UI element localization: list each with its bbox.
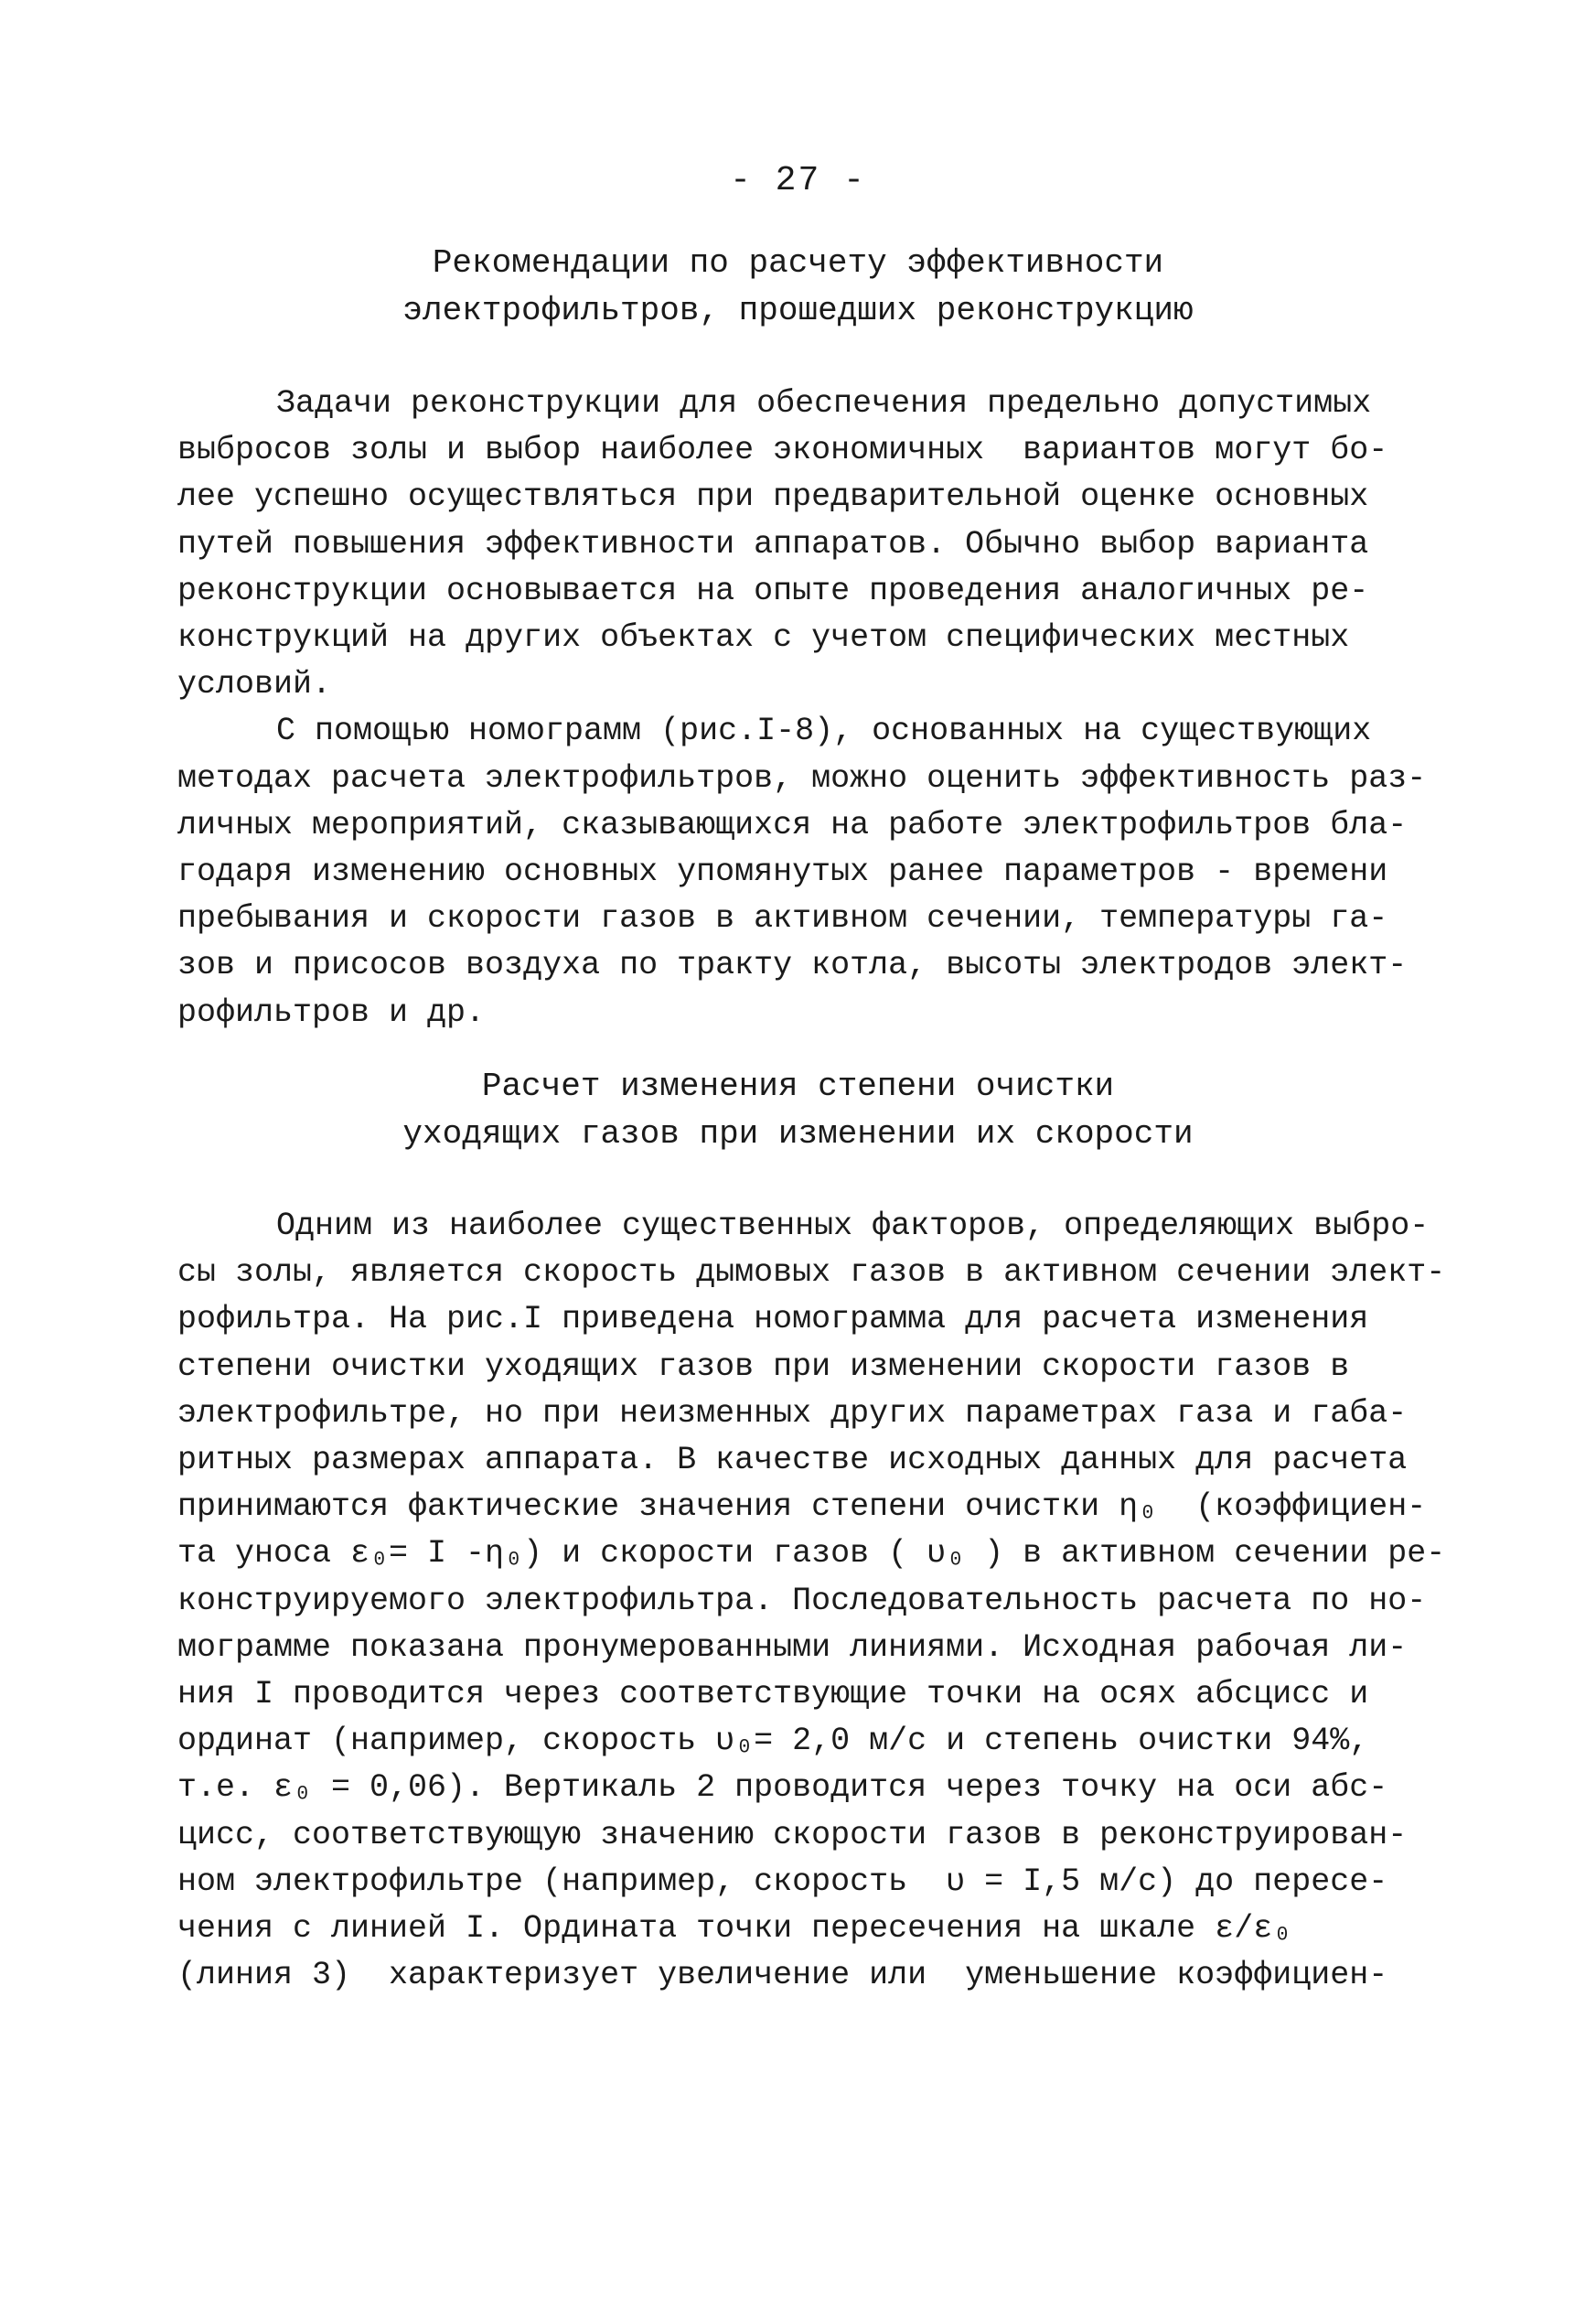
paragraph-line: Одним из наиболее существенных факторов, определяющих выбро- [276, 1208, 1430, 1244]
paragraph-line: зов и присосов воздуха по тракту котла, высоты электродов элект- [177, 947, 1408, 984]
paragraph-line: Задачи реконструкции для обеспечения предельно допустимых [276, 385, 1372, 422]
paragraph-line: рофильтров и др. [177, 993, 486, 1031]
section-title-recommendations [0, 240, 1596, 335]
section-title-line: Рекомендации по расчету эффективности [432, 244, 1164, 282]
paragraph-line: конструируемого электрофильтра. Последовательность расчета по но- [177, 1582, 1427, 1619]
paragraph-line: ном электрофильтре (например, скорость υ = I,5 м/с) до пересе- [177, 1863, 1388, 1900]
paragraph-line: годаря изменению основных упомянутых ранее параметров - времени [177, 854, 1388, 891]
paragraph-line: сы золы, является скорость дымовых газов в активном сечении элект- [177, 1254, 1446, 1292]
paragraph-line: личных мероприятий, сказывающихся на работе электрофильтров бла- [177, 806, 1408, 843]
section-body-velocity-calculation [177, 1203, 1446, 1999]
paragraph-line: лее успешно осуществляться при предварительной оценке основных [177, 478, 1369, 516]
paragraph-line: ния I проводится через соответствующие точки на осях абсцисс и [177, 1676, 1369, 1713]
paragraph-line: электрофильтре, но при неизменных других параметрах газа и габа- [177, 1394, 1408, 1432]
paragraph-line: т.е. ε₀ = 0,06). Вертикаль 2 проводится через точку на оси абс- [177, 1769, 1388, 1807]
paragraph-line: степени очистки уходящих газов при изменении скорости газов в [177, 1347, 1350, 1385]
paragraph-line: методах расчета электрофильтров, можно оценить эффективность раз- [177, 759, 1427, 797]
paragraph-line: ритных размерах аппарата. В качестве исходных данных для расчета [177, 1442, 1408, 1479]
paragraph-line: принимаются фактические значения степени очистки η₀ (коэффициен- [177, 1488, 1427, 1526]
section-title-line: Расчет изменения степени очистки [481, 1068, 1115, 1105]
paragraph-line: цисс, соответствующую значению скорости газов в реконструирован- [177, 1816, 1408, 1853]
paragraph-line: рофильтра. На рис.I приведена номограмма для расчета изменения [177, 1301, 1369, 1338]
paragraph-line: конструкций на других объектах с учетом специфических местных [177, 619, 1350, 657]
paragraph-line: та уноса ε₀= I -η₀) и скорости газов ( υ₀ ) в активном сечении ре- [177, 1535, 1446, 1573]
paragraph-line: реконструкции основывается на опыте проведения аналогичных ре- [177, 572, 1369, 609]
section-body-recommendations [177, 381, 1427, 1036]
paragraph-line: выбросов золы и выбор наиболее экономичных вариантов могут бо- [177, 432, 1388, 469]
paragraph-line: путей повышения эффективности аппаратов. Обычно выбор варианта [177, 525, 1369, 563]
section-title-line: уходящих газов при изменении их скорости [402, 1115, 1194, 1153]
paragraph-line: С помощью номограмм (рис.I-8), основанных на существующих [276, 713, 1372, 750]
paragraph-line: ординат (например, скорость υ₀= 2,0 м/с и степень очистки 94%, [177, 1723, 1369, 1760]
section-title-line: электрофильтров, прошедших реконструкцию [402, 292, 1194, 329]
paragraph-line: мограмме показана пронумерованными линиями. Исходная рабочая ли- [177, 1628, 1408, 1666]
paragraph-line: чения с линией I. Ордината точки пересечения на шкале ε/ε₀ [177, 1910, 1292, 1948]
paragraph-line: (линия 3) характеризует увеличение или уменьшение коэффициен- [177, 1957, 1388, 1994]
page-number: - 27 - [730, 161, 866, 200]
section-title-velocity-calculation [0, 1063, 1596, 1158]
paragraph-line: условий. [177, 666, 332, 703]
paragraph-line: пребывания и скорости газов в активном сечении, температуры га- [177, 900, 1388, 938]
